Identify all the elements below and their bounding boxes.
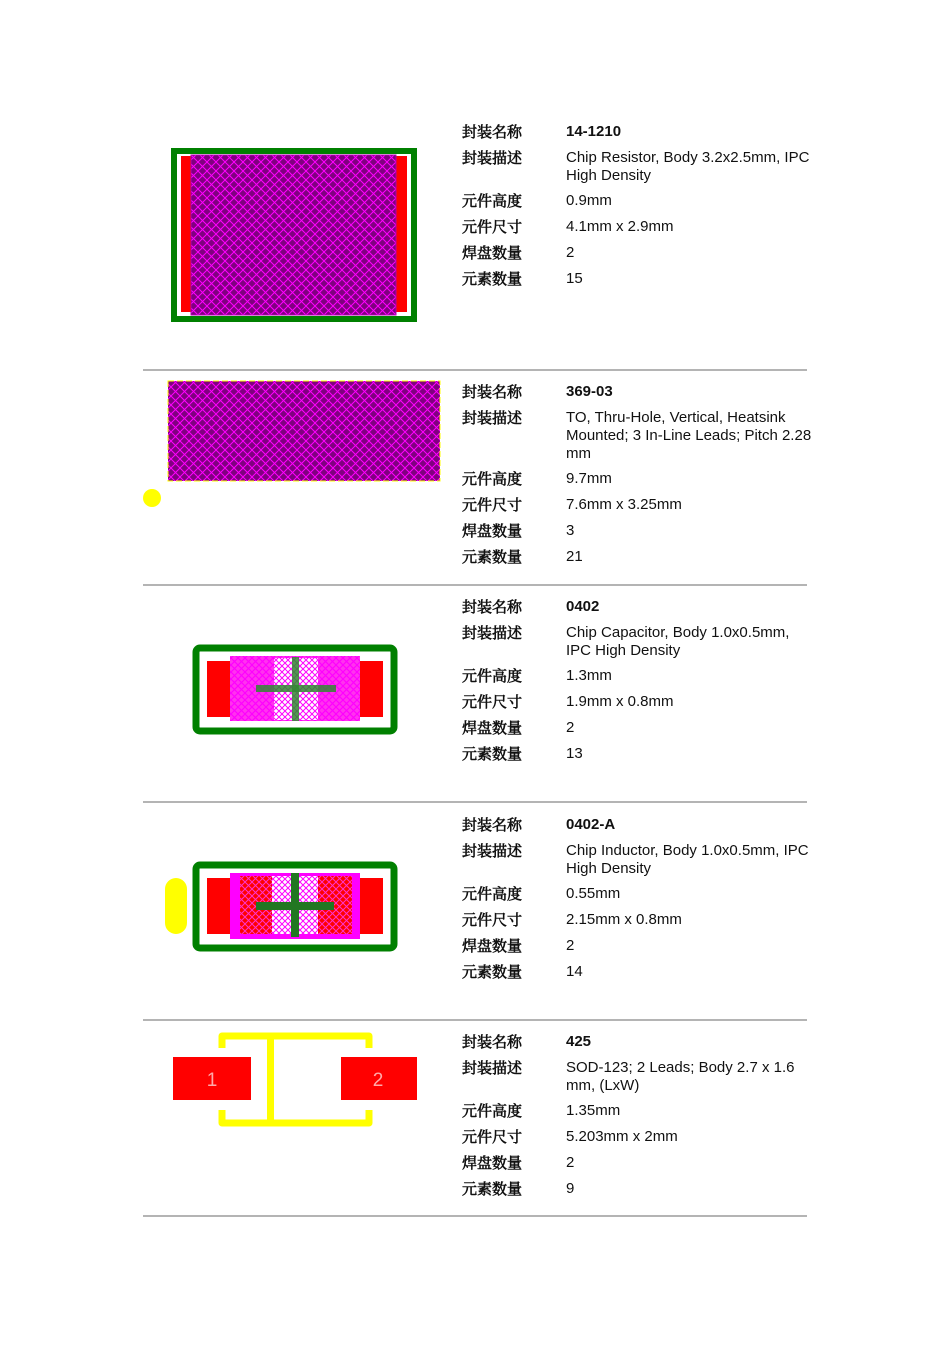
info-row-desc: [462, 408, 812, 463]
value-elements: 21: [566, 548, 583, 565]
info-row-name: [462, 815, 812, 835]
section-divider: [143, 1215, 807, 1217]
component-info-0402-a: [462, 815, 812, 988]
info-row-size: [462, 217, 812, 237]
cross-v: [291, 873, 299, 937]
label-name: 封装名称: [462, 123, 523, 141]
label-size: 元件尺寸: [462, 496, 523, 514]
value-height: 0.9mm: [566, 192, 612, 209]
value-desc: TO, Thru-Hole, Vertical, Heatsink Mounted; 3 In-Line Leads; Pitch 2.28 mm: [566, 409, 812, 462]
label-desc: 封装描述: [462, 1059, 523, 1077]
value-pads: 2: [566, 1154, 575, 1171]
silk-cathode-bar: [267, 1036, 274, 1123]
info-row-desc: [462, 1058, 812, 1095]
value-name: 0402-A: [566, 816, 616, 833]
value-height: 9.7mm: [566, 470, 612, 487]
label-elements: 元素数量: [462, 270, 523, 288]
label-elements: 元素数量: [462, 745, 523, 763]
label-height: 元件高度: [462, 885, 523, 903]
value-height: 1.35mm: [566, 1102, 621, 1119]
component-info-0402: [462, 597, 812, 770]
info-row-size: [462, 910, 812, 930]
label-name: 封装名称: [462, 1033, 523, 1051]
pin1-marker: [165, 878, 187, 934]
info-row-height: [462, 191, 812, 211]
info-row-pads: [462, 521, 812, 541]
label-desc: 封装描述: [462, 842, 523, 860]
silk-outline-bottom: [222, 1110, 369, 1123]
footprint-369-03: [143, 381, 440, 507]
info-row-desc: [462, 623, 812, 660]
info-row-pads: [462, 243, 812, 263]
value-pads: 2: [566, 719, 575, 736]
silk-outline-top: [222, 1036, 369, 1048]
info-row-name: [462, 597, 812, 617]
label-pads: 焊盘数量: [462, 244, 523, 262]
info-row-name: [462, 122, 812, 142]
footprint-0402-a: [165, 865, 394, 948]
section-divider: [143, 1019, 807, 1021]
value-desc: Chip Inductor, Body 1.0x0.5mm, IPC High Density: [566, 842, 809, 877]
footprint-425: [173, 1036, 417, 1123]
value-pads: 2: [566, 937, 575, 954]
label-desc: 封装描述: [462, 409, 523, 427]
pin1-marker: [143, 489, 161, 507]
value-pads: 2: [566, 244, 575, 261]
info-row-elements: [462, 269, 812, 289]
info-row-pads: [462, 718, 812, 738]
pad-2-number: 2: [372, 1070, 384, 1091]
label-pads: 焊盘数量: [462, 1154, 523, 1172]
pad-1: [207, 878, 232, 934]
info-row-elements: [462, 1179, 812, 1199]
label-desc: 封装描述: [462, 149, 523, 167]
label-height: 元件高度: [462, 667, 523, 685]
info-row-size: [462, 692, 812, 712]
component-info-369-03: [462, 382, 812, 573]
info-row-height: [462, 1101, 812, 1121]
pad-1: [207, 661, 232, 717]
info-row-name: [462, 382, 812, 402]
value-elements: 15: [566, 270, 583, 287]
pad-1-number: 1: [206, 1070, 218, 1091]
pad-2: [396, 156, 407, 312]
info-row-size: [462, 495, 812, 515]
info-row-name: [462, 1032, 812, 1052]
value-name: 14-1210: [566, 123, 622, 140]
component-body: [191, 155, 396, 315]
value-desc: Chip Capacitor, Body 1.0x0.5mm, IPC High Density: [566, 624, 790, 659]
footprint-14-1210: [174, 151, 414, 319]
label-height: 元件高度: [462, 470, 523, 488]
value-size: 5.203mm x 2mm: [566, 1128, 678, 1145]
label-size: 元件尺寸: [462, 911, 523, 929]
info-row-desc: [462, 148, 812, 185]
value-elements: 13: [566, 745, 583, 762]
component-info-425: [462, 1032, 812, 1205]
section-divider: [143, 801, 807, 803]
label-elements: 元素数量: [462, 963, 523, 981]
value-size: 2.15mm x 0.8mm: [566, 911, 682, 928]
section-divider: [143, 584, 807, 586]
pad-2: [358, 878, 383, 934]
pad-2: [358, 661, 383, 717]
component-info-14-1210: [462, 122, 812, 295]
info-row-size: [462, 1127, 812, 1147]
label-name: 封装名称: [462, 598, 523, 616]
value-size: 4.1mm x 2.9mm: [566, 218, 674, 235]
label-name: 封装名称: [462, 816, 523, 834]
value-height: 1.3mm: [566, 667, 612, 684]
value-desc: Chip Resistor, Body 3.2x2.5mm, IPC High Density: [566, 149, 810, 184]
value-pads: 3: [566, 522, 575, 539]
label-elements: 元素数量: [462, 548, 523, 566]
component-body: [168, 381, 440, 481]
value-size: 7.6mm x 3.25mm: [566, 496, 682, 513]
label-height: 元件高度: [462, 1102, 523, 1120]
label-elements: 元素数量: [462, 1180, 523, 1198]
info-row-desc: [462, 841, 812, 878]
value-elements: 9: [566, 1180, 575, 1197]
info-row-pads: [462, 936, 812, 956]
value-name: 369-03: [566, 383, 613, 400]
info-row-height: [462, 884, 812, 904]
info-row-height: [462, 666, 812, 686]
value-elements: 14: [566, 963, 583, 980]
pad-1: [181, 156, 192, 312]
value-height: 0.55mm: [566, 885, 621, 902]
info-row-pads: [462, 1153, 812, 1173]
label-pads: 焊盘数量: [462, 719, 523, 737]
label-pads: 焊盘数量: [462, 522, 523, 540]
value-size: 1.9mm x 0.8mm: [566, 693, 674, 710]
info-row-elements: [462, 962, 812, 982]
info-row-elements: [462, 744, 812, 764]
info-row-height: [462, 469, 812, 489]
info-row-elements: [462, 547, 812, 567]
label-size: 元件尺寸: [462, 693, 523, 711]
value-name: 0402: [566, 598, 600, 615]
value-name: 425: [566, 1033, 592, 1050]
label-name: 封装名称: [462, 383, 523, 401]
section-divider: [143, 369, 807, 371]
footprint-0402: [196, 648, 394, 731]
value-desc: SOD-123; 2 Leads; Body 2.7 x 1.6 mm, (LxW): [566, 1059, 795, 1094]
label-size: 元件尺寸: [462, 1128, 523, 1146]
cross-v: [292, 657, 299, 721]
label-pads: 焊盘数量: [462, 937, 523, 955]
label-height: 元件高度: [462, 192, 523, 210]
label-desc: 封装描述: [462, 624, 523, 642]
label-size: 元件尺寸: [462, 218, 523, 236]
